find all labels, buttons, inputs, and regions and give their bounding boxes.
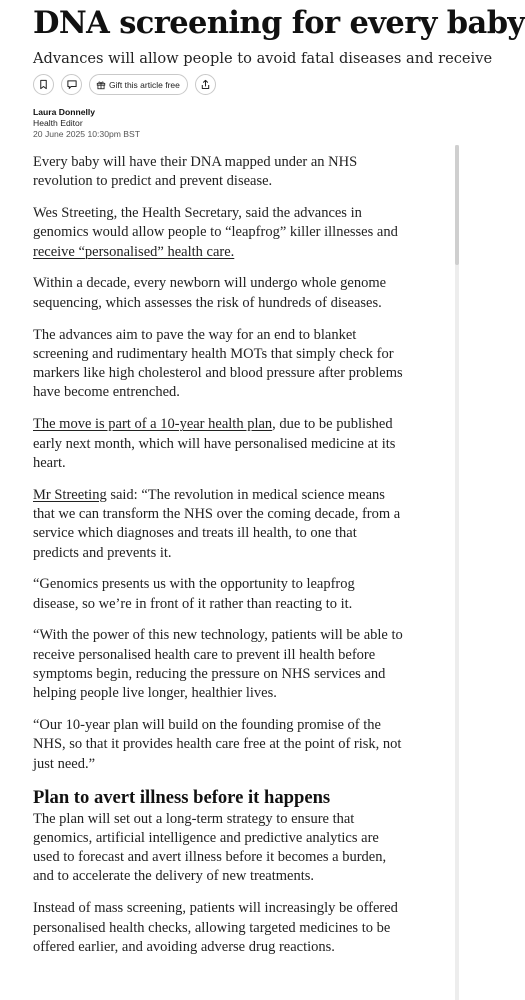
article-body: [33, 153, 403, 970]
bookmark-button[interactable]: [33, 74, 54, 95]
byline: [33, 107, 140, 140]
scrollbar-thumb[interactable]: [455, 145, 459, 265]
share-icon: [200, 79, 211, 90]
publish-date: 20 June 2025 10:30pm BST: [33, 129, 141, 139]
bookmark-icon: [38, 79, 49, 90]
scrollbar-track[interactable]: [455, 145, 459, 1000]
gift-icon: [96, 80, 106, 90]
headline: DNA screening for every baby: [33, 5, 525, 41]
share-button[interactable]: [195, 74, 216, 95]
comment-button[interactable]: [61, 74, 82, 95]
mr-streeting-link[interactable]: Mr Streeting: [33, 486, 107, 503]
article-paragraph-3: Within a decade, every newborn will undergo whole genome sequencing, which assesses the risk of hundreds of diseases.: [33, 275, 387, 311]
article-paragraph-11: Instead of mass screening, patients will increasingly be offered personalised health checks, allowing targeted medicines to be offered earlier, and avoiding adverse drug reactions.: [33, 900, 398, 955]
article-paragraph-4: The advances aim to pave the way for an end to blanket screening and rudimentary health MOTs that simply check for markers like high cholesterol and blood pressure after problems have become entrenched.: [33, 326, 403, 401]
gift-article-button[interactable]: [89, 74, 188, 95]
gift-article-label: Gift this article free: [109, 79, 180, 90]
article-paragraph-9: “Our 10-year plan will build on the founding promise of the NHS, so that it provides health care free at the point of risk, not just need.”: [33, 717, 402, 772]
article-paragraph-7: “Genomics presents us with the opportunity to leapfrog disease, so we’re in front of it rather than reacting to it.: [33, 576, 355, 612]
article-paragraph-5: [33, 415, 403, 473]
standfirst: Advances will allow people to avoid fatal diseases and receive: [33, 50, 493, 67]
paragraph-text: , due to be published early next month, which will have personalised medicine at its heart.: [33, 416, 396, 471]
health-plan-link[interactable]: The move is part of a 10-year health plan: [33, 416, 273, 433]
paragraph-text: said: “The revolution in medical science means that we can transform the NHS over the coming decade, from a service which diagnoses and treats ill health, to one that predicts and prevents it.: [33, 486, 401, 561]
section-subheading: Plan to avert illness before it happens: [33, 786, 331, 808]
article-paragraph-2: [33, 204, 403, 262]
author-role: Health Editor: [33, 118, 83, 128]
comment-icon: [66, 79, 78, 90]
personalised-health-care-link[interactable]: receive “personalised” health care.: [33, 243, 235, 260]
article-paragraph-10: The plan will set out a long-term strategy to ensure that genomics, artificial intelligence and predictive analytics are used to forecast and avert illness before it becomes a burden, and to accelerate the delivery of new treatments.: [33, 810, 387, 885]
author-name[interactable]: Laura Donnelly: [33, 107, 96, 117]
article-paragraph-8: “With the power of this new technology, patients will be able to receive personalised health care to prevent ill health before symptoms begin, reducing the pressure on NHS services and helping people live longer, healthier lives.: [33, 627, 403, 702]
article-paragraph-6: [33, 486, 403, 563]
article-toolbar: [33, 74, 223, 95]
paragraph-text: Wes Streeting, the Health Secretary, said the advances in genomics would allow people to “leapfrog” killer illnesses and: [33, 205, 398, 241]
article-paragraph-1: Every baby will have their DNA mapped under an NHS revolution to predict and prevent disease.: [33, 154, 358, 190]
